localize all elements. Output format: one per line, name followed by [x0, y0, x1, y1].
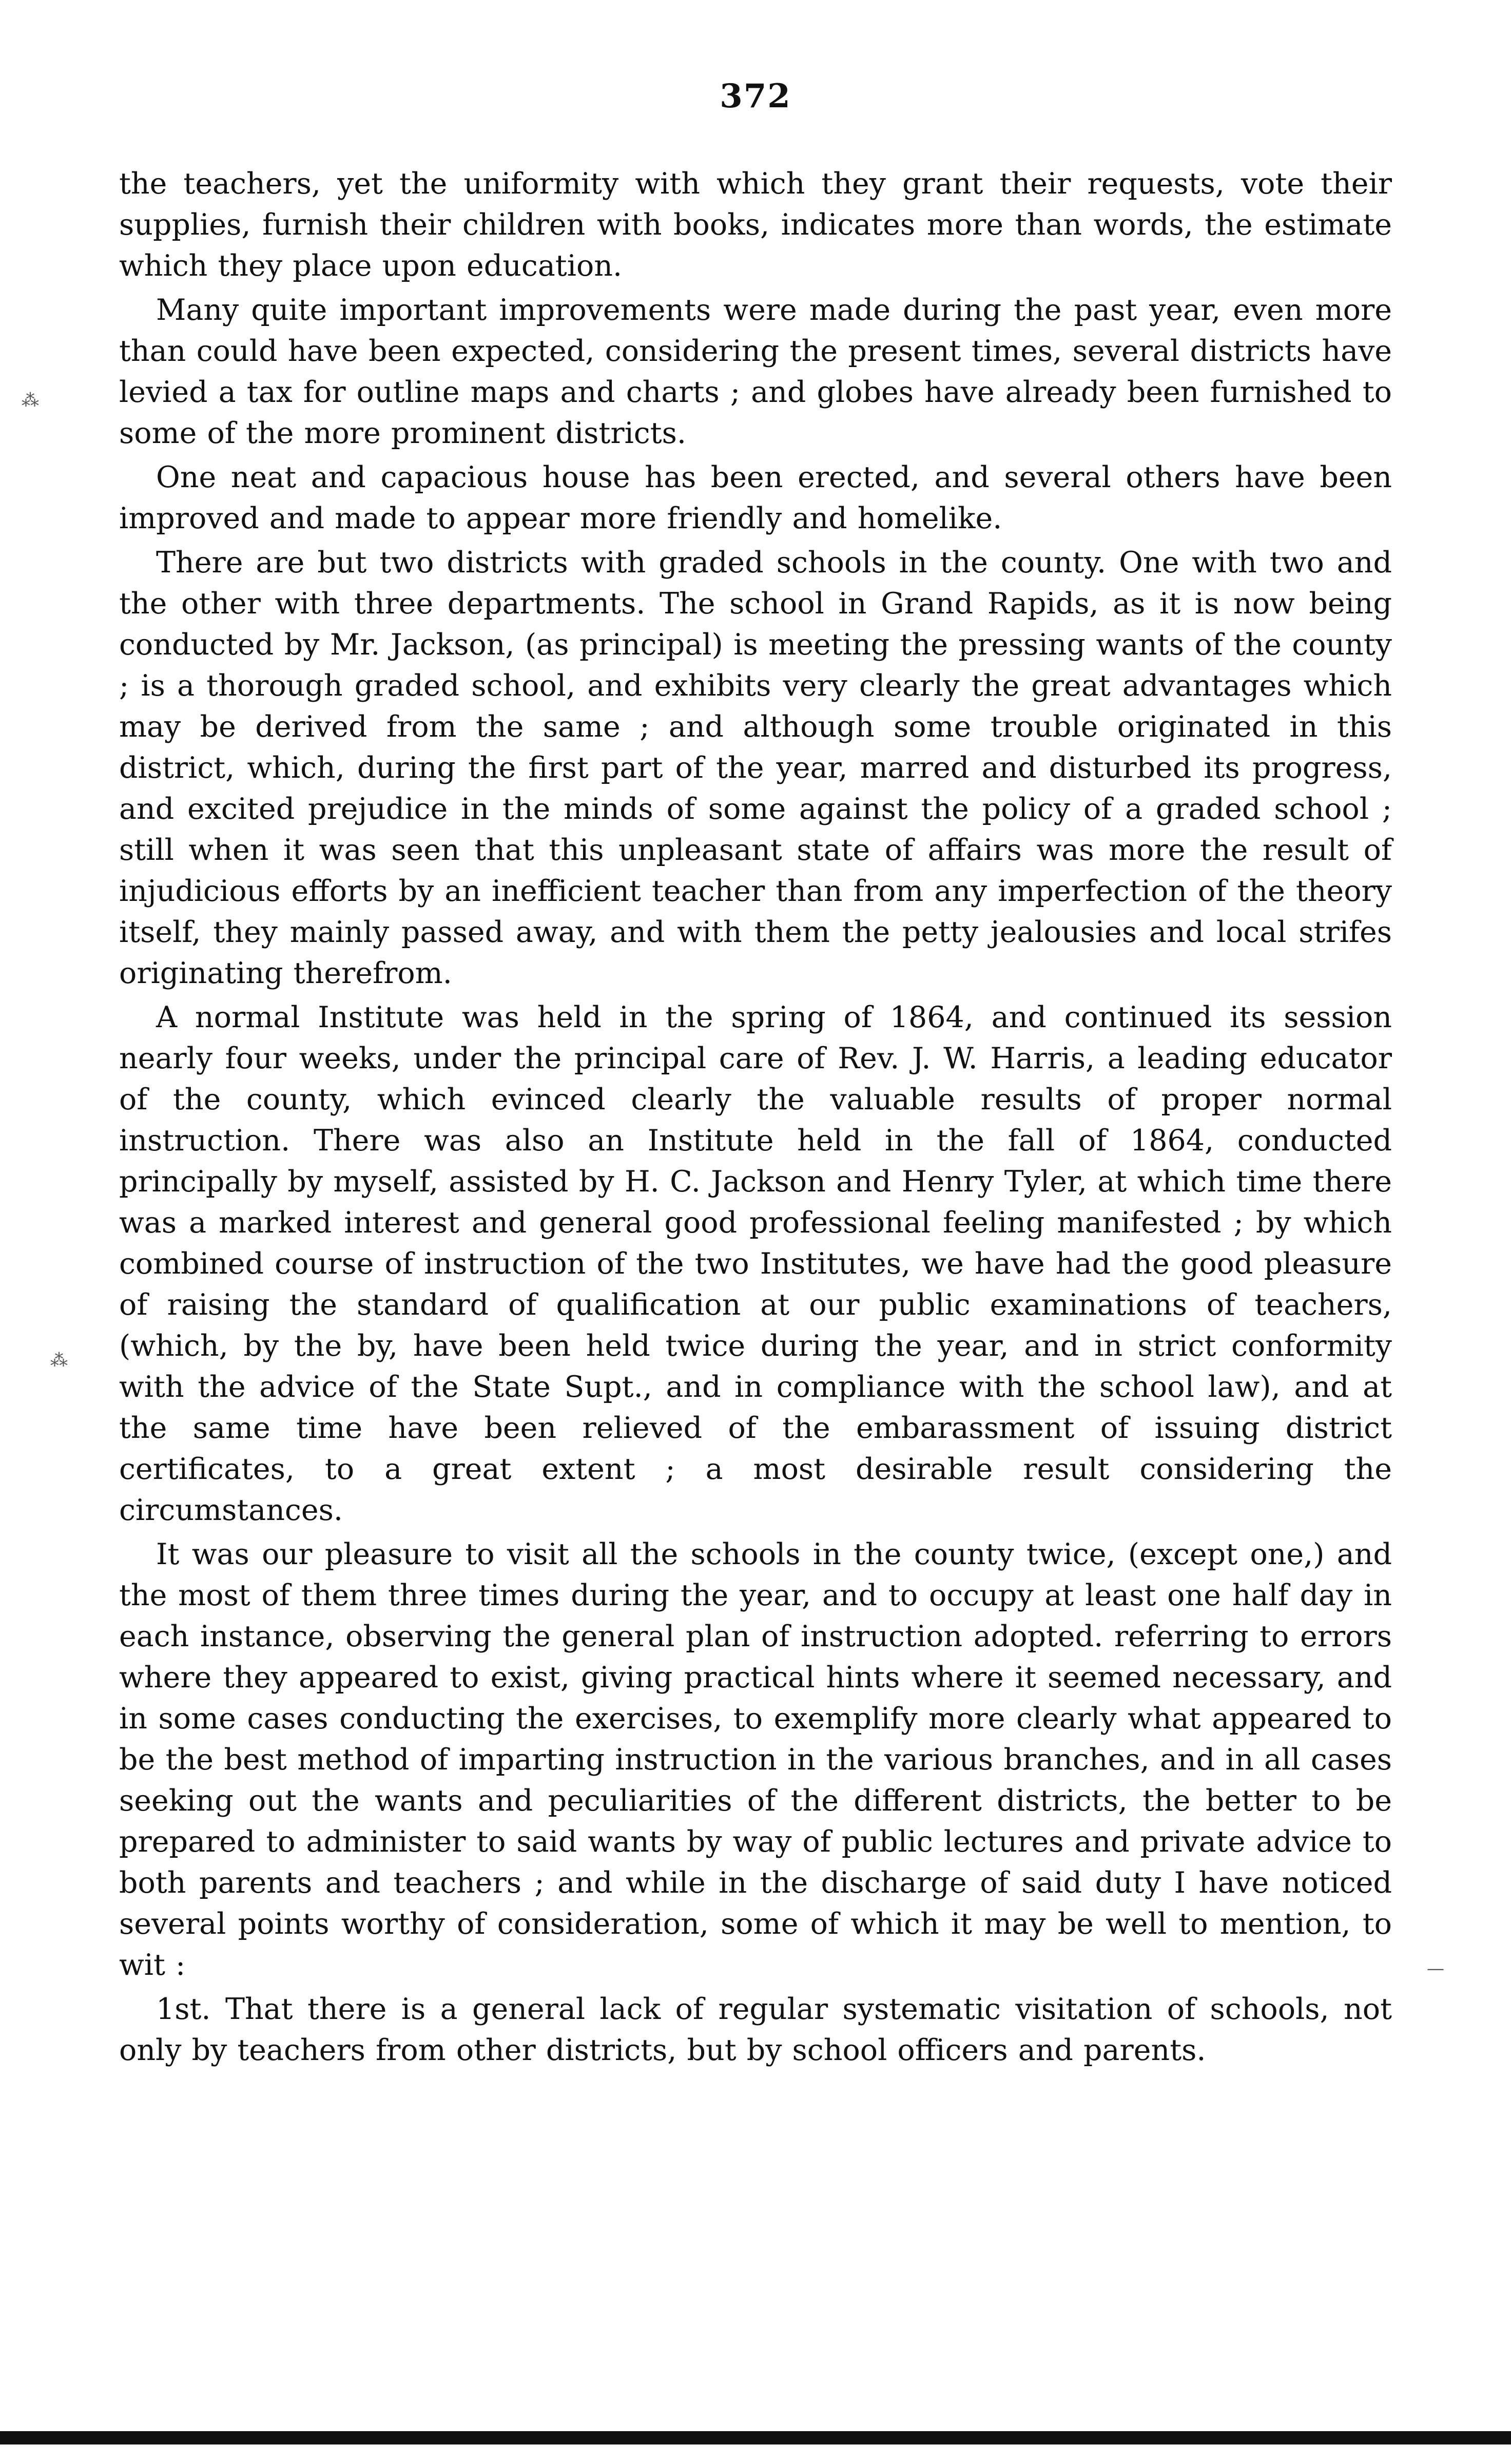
- paragraph-improvements: Many quite important improvements were made during the past year, even more than could have been expected, considering the present times, several districts have levied a tax for outline maps and charts ; and globes have already been furnished to some of the more prominent districts.: [119, 293, 1392, 450]
- paragraph-continuation: the teachers, yet the uniformity with which they grant their requests, vote their supplies, furnish their children with books, indicates more than words, the estimate which they place upon education.: [119, 167, 1392, 283]
- paragraph-school-visits: It was our pleasure to visit all the schools in the county twice, (except one,) and the most of them three times during the year, and to occupy at least one half day in each instance, observing the general plan of instruction adopted. referring to errors where they appeared to exist, giving practical hints where it seemed necessary, and in some cases conducting the exercises, to exemplify more clearly what appeared to be the best method of imparting instruction in the various branches, and in all cases seeking out the wants and peculiarities of the different districts, the better to be prepared to administer to said wants by way of public lectures and private advice to both parents and teachers ; and while in the discharge of said duty I have noticed several points worthy of consideration, some of which it may be well to mention, to wit :: [119, 1537, 1392, 1982]
- paragraph-house: One neat and capacious house has been erected, and several others have been improved and made to appear more friendly and homelike.: [119, 460, 1392, 535]
- body-text: [119, 163, 1392, 2074]
- margin-speck: ⁂: [50, 1350, 68, 1371]
- paragraph-graded-schools: There are but two districts with graded schools in the county. One with two and the other with three departments. The school in Grand Rapids, as it is now being conducted by Mr. Jackson, (as principal) is meeting the pressing wants of the county ; is a thorough graded school, and exhibits very clearly the great advantages which may be derived from the same ; and although some trouble originated in this district, which, during the first part of the year, marred and disturbed its progress, and excited prejudice in the minds of some against the policy of a graded school ; still when it was seen that this unpleasant state of affairs was more the result of injudicious efforts by an inefficient teacher than from any imperfection of the theory itself, they mainly passed away, and with them the petty jealousies and local strifes originating therefrom.: [119, 546, 1392, 990]
- margin-speck: ⁂: [22, 390, 39, 411]
- paragraph-normal-institute: A normal Institute was held in the spring of 1864, and continued its session nearly four weeks, under the principal care of Rev. J. W. Harris, a leading educator of the county, which evinced clearly the valuable results of proper normal instruction. There was also an Institute held in the fall of 1864, conducted principally by myself, assisted by H. C. Jackson and Henry Tyler, at which time there was a marked interest and general good professional feeling manifested ; by which combined course of instruction of the two Institutes, we have had the good pleasure of raising the standard of qualification at our public examinations of teachers, (which, by the by, have been held twice during the year, and in strict conformity with the advice of the State Supt., and in compliance with the school law), and at the same time have been relieved of the embarassment of issuing district certificates, to a great extent ; a most desirable result considering the circumstances.: [119, 1000, 1392, 1527]
- paragraph-first-point: 1st. That there is a general lack of regular systematic visitation of schools, not only by teachers from other districts, but by school officers and parents.: [119, 1992, 1392, 2067]
- bottom-border-rule: [0, 2431, 1511, 2444]
- page-number: 372: [720, 77, 791, 116]
- margin-speck: —: [1427, 1958, 1444, 1979]
